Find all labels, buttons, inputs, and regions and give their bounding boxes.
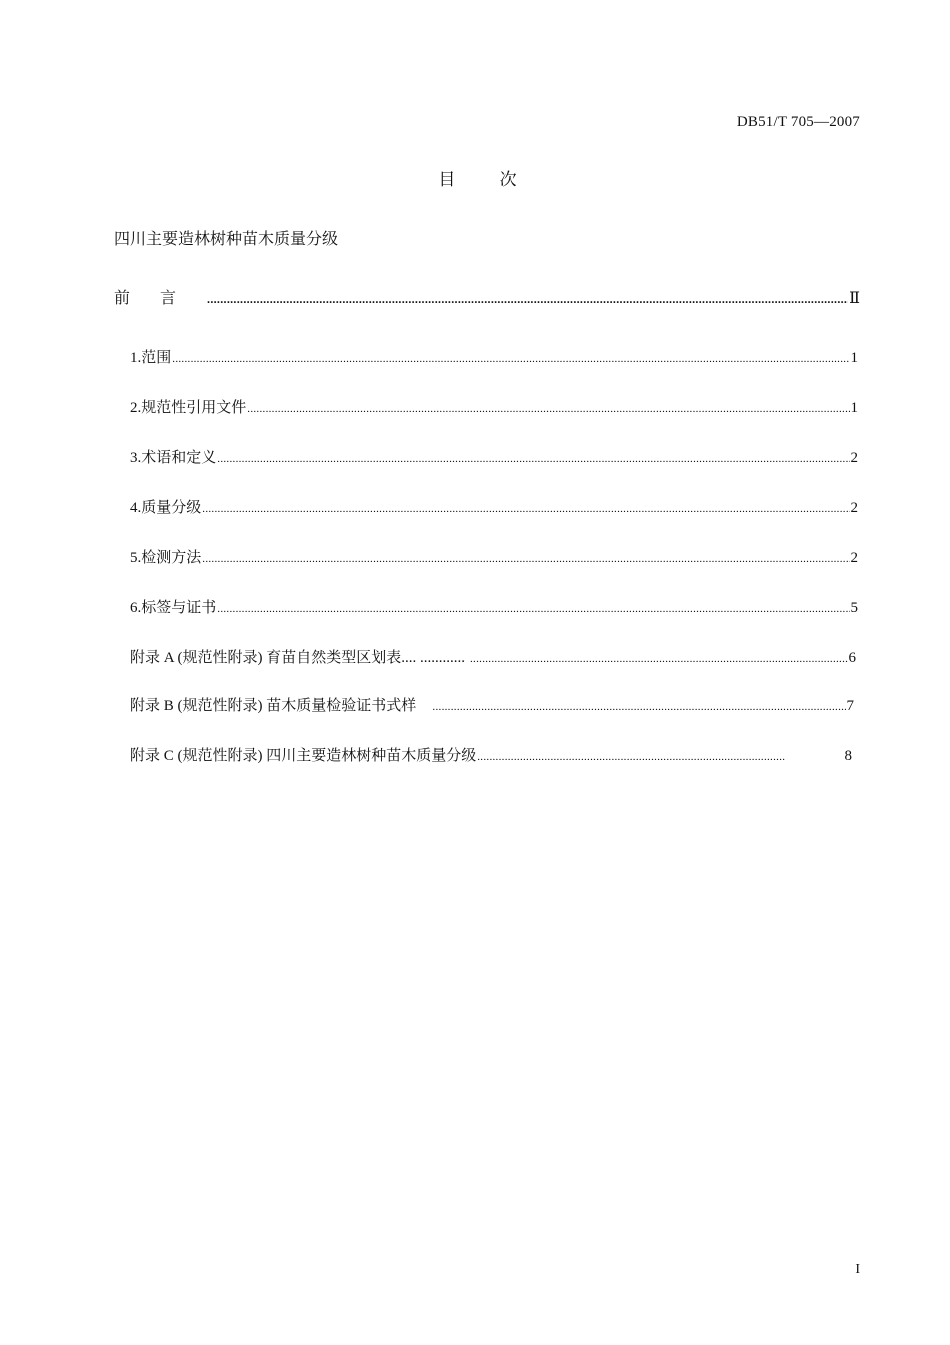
toc-entry-label: 5.检测方法 [130,550,202,566]
toc-entry-page: 7 [846,698,854,714]
toc-entry-page: Ⅱ [849,290,860,307]
toc-entry-terms-definitions[interactable] [130,446,858,467]
toc-entry-page: 2 [850,550,858,566]
toc-entry-appendix-c[interactable] [130,744,852,765]
dot-leader [207,293,848,305]
toc-entry-label: 附录 A (规范性附录) 育苗自然类型区划表.... ............ [130,650,465,666]
dot-leader [217,454,849,465]
dot-leader [172,354,849,365]
toc-entry-page: 8 [844,748,852,764]
toc-heading: 目 次 [438,170,537,189]
toc-entry-page: 1 [850,350,858,366]
dot-leader [470,654,848,665]
toc-entry-preface[interactable] [114,285,860,308]
toc-entry-label: 2.规范性引用文件 [130,400,247,416]
dot-leader [432,702,845,713]
dot-leader [247,404,849,415]
toc-entry-label: 3.术语和定义 [130,450,217,466]
toc-entry-page: 2 [850,500,858,516]
dot-leader [217,604,849,615]
toc-entry-normative-references[interactable] [130,396,858,417]
standard-code: DB51/T 705—2007 [736,114,860,130]
toc-entry-appendix-b[interactable] [130,694,854,715]
toc-entry-appendix-a[interactable] [130,646,856,667]
toc-entry-test-methods[interactable] [130,546,858,567]
toc-entry-label: 1.范围 [130,350,172,366]
toc-entry-label: 4.质量分级 [130,500,202,516]
toc-entry-page: 2 [850,450,858,466]
toc-entry-page: 5 [850,600,858,616]
toc-entry-label: 附录 B (规范性附录) 苗木质量检验证书式样 [130,698,417,714]
toc-entry-page: 6 [848,650,856,666]
dot-leader [202,554,849,565]
page-number: I [855,1262,860,1277]
dot-leader [477,752,785,763]
toc-entry-labels-certificates[interactable] [130,596,858,617]
toc-entry-quality-grading[interactable] [130,496,858,517]
toc-entry-page: 1 [850,400,858,416]
document-title: 四川主要造林树种苗木质量分级 [114,231,339,248]
toc-entry-label: 前言 [114,290,207,307]
toc-entry-label: 附录 C (规范性附录) 四川主要造林树种苗木质量分级 [130,748,477,764]
toc-entry-scope[interactable] [130,346,858,367]
toc-entry-label: 6.标签与证书 [130,600,217,616]
dot-leader [202,504,849,515]
